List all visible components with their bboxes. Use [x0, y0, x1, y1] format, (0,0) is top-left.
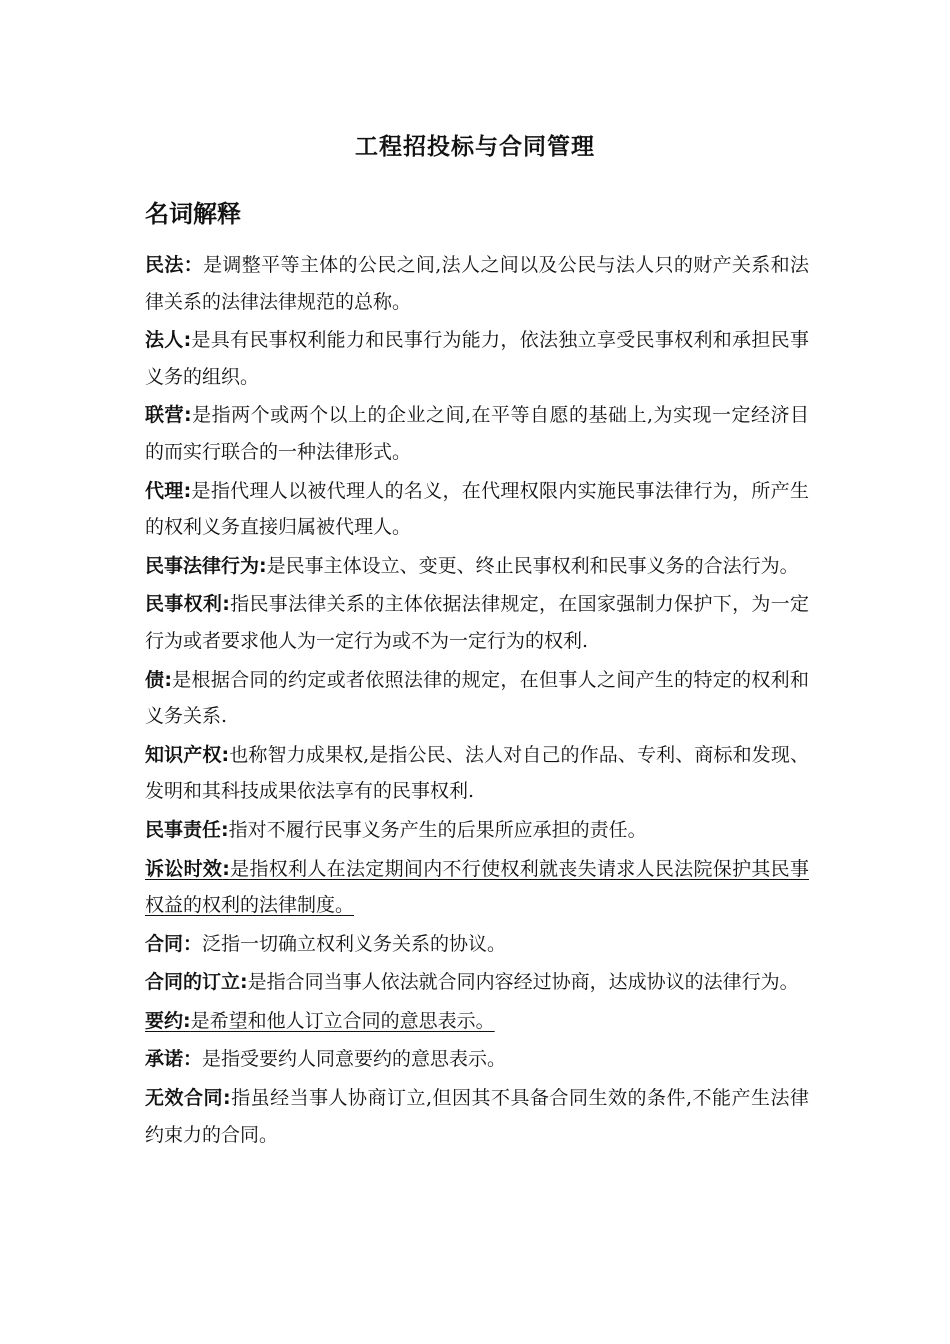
term-definition: 是指受要约人同意要约的意思表示。: [202, 1048, 507, 1071]
term-definition: 指对不履行民事义务产生的后果所应承担的责任。: [228, 818, 647, 841]
term-definition: 也称智力成果权,是指公民、法人对自己的作品、专利、商标和发现、发明和其科技成果依法享有的民事权利.: [145, 743, 809, 803]
term-wrap: [145, 1010, 495, 1032]
term-separator: :: [259, 554, 267, 577]
term-definition: 是希望和他人订立合同的意思表示。: [190, 1009, 495, 1032]
term-entry: [145, 247, 809, 320]
term-entry: [145, 548, 809, 585]
term-name: 法人: [145, 329, 184, 352]
term-name: 承诺: [145, 1048, 184, 1071]
term-definition: 是指两个或两个以上的企业之间,在平等自愿的基础上,为实现一定经济目的而实行联合的一种法律形式。: [145, 404, 809, 463]
term-separator: :: [240, 971, 248, 994]
term-separator: :: [221, 818, 229, 841]
term-wrap: [145, 669, 809, 728]
section-heading: 名词解释: [145, 200, 241, 228]
term-wrap: [145, 593, 809, 652]
term-name: 民事权利: [145, 593, 223, 616]
term-entry: [145, 322, 809, 395]
term-separator: :: [222, 857, 230, 880]
term-entry: [145, 586, 809, 659]
term-separator: :: [183, 479, 192, 502]
term-separator: ：: [183, 932, 203, 955]
term-definition: 是指代理人以被代理人的名义，在代理权限内实施民事法律行为，所产生的权利义务直接归属被代理人。: [145, 479, 809, 539]
term-definition: 是指权利人在法定期间内不行使权利就丧失请求人民法院保护其民事权益的权利的法律制度。: [145, 857, 809, 917]
term-separator: ：: [183, 1048, 203, 1071]
term-list: [145, 247, 809, 1155]
term-name: 知识产权: [145, 743, 222, 766]
term-wrap: [145, 329, 809, 388]
term-name: 债: [145, 668, 165, 691]
term-definition: 指虽经当事人协商订立,但因其不具备合同生效的条件,不能产生法律约束力的合同。: [145, 1087, 809, 1146]
term-separator: :: [183, 1009, 191, 1032]
term-definition: 是民事主体设立、变更、终止民事权利和民事义务的合法行为。: [266, 554, 799, 577]
term-wrap: [145, 555, 799, 577]
term-wrap: [145, 480, 809, 539]
term-definition: 是指合同当事人依法就合同内容经过协商，达成协议的法律行为。: [247, 971, 799, 994]
term-separator: ：: [183, 254, 204, 276]
term-definition: 是具有民事权利能力和民事行为能力，依法独立享受民事权利和承担民事义务的组织。: [145, 329, 809, 388]
term-name: 合同: [145, 932, 184, 955]
term-name: 诉讼时效: [145, 857, 223, 880]
term-entry: [145, 812, 809, 849]
term-name: 民事责任: [145, 818, 222, 841]
term-wrap: [145, 819, 647, 841]
term-separator: :: [222, 593, 230, 616]
term-separator: :: [221, 743, 230, 766]
term-name: 合同的订立: [145, 971, 241, 994]
term-entry: [145, 473, 809, 546]
term-name: 无效合同: [145, 1087, 223, 1110]
term-wrap: [145, 858, 809, 917]
term-name: 代理: [145, 479, 184, 502]
term-wrap: [145, 1048, 506, 1070]
term-entry: [145, 397, 809, 470]
term-entry: [145, 1041, 809, 1078]
term-separator: :: [183, 329, 192, 352]
term-entry: [145, 851, 809, 924]
term-name: 民事法律行为: [145, 554, 260, 577]
term-definition: 指民事法律关系的主体依据法律规定，在国家强制力保护下，为一定行为或者要求他人为一定行为或不为一定行为的权利.: [145, 593, 809, 652]
term-wrap: [145, 933, 506, 955]
term-wrap: [145, 404, 809, 463]
term-entry: [145, 964, 809, 1001]
term-entry: [145, 662, 809, 735]
term-entry: [145, 737, 809, 810]
term-separator: :: [222, 1087, 231, 1110]
term-wrap: [145, 744, 809, 803]
term-definition: 是调整平等主体的公民之间,法人之间以及公民与法人只的财产关系和法律关系的法律法律规范的总称。: [145, 254, 809, 313]
document-title: 工程招投标与合同管理: [355, 134, 595, 160]
term-entry: [145, 926, 809, 963]
term-wrap: [145, 971, 799, 993]
term-entry: [145, 1080, 809, 1153]
term-name: 联营: [145, 404, 184, 427]
term-name: 要约: [145, 1009, 184, 1032]
term-separator: :: [164, 668, 172, 691]
term-name: 民法: [145, 254, 184, 276]
term-definition: 泛指一切确立权利义务关系的协议。: [202, 932, 507, 955]
term-definition: 是根据合同的约定或者依照法律的规定，在但事人之间产生的特定的权利和义务关系.: [145, 668, 809, 728]
term-wrap: [145, 254, 809, 313]
term-separator: :: [184, 404, 192, 427]
term-entry: [145, 1003, 809, 1040]
term-wrap: [145, 1087, 809, 1146]
